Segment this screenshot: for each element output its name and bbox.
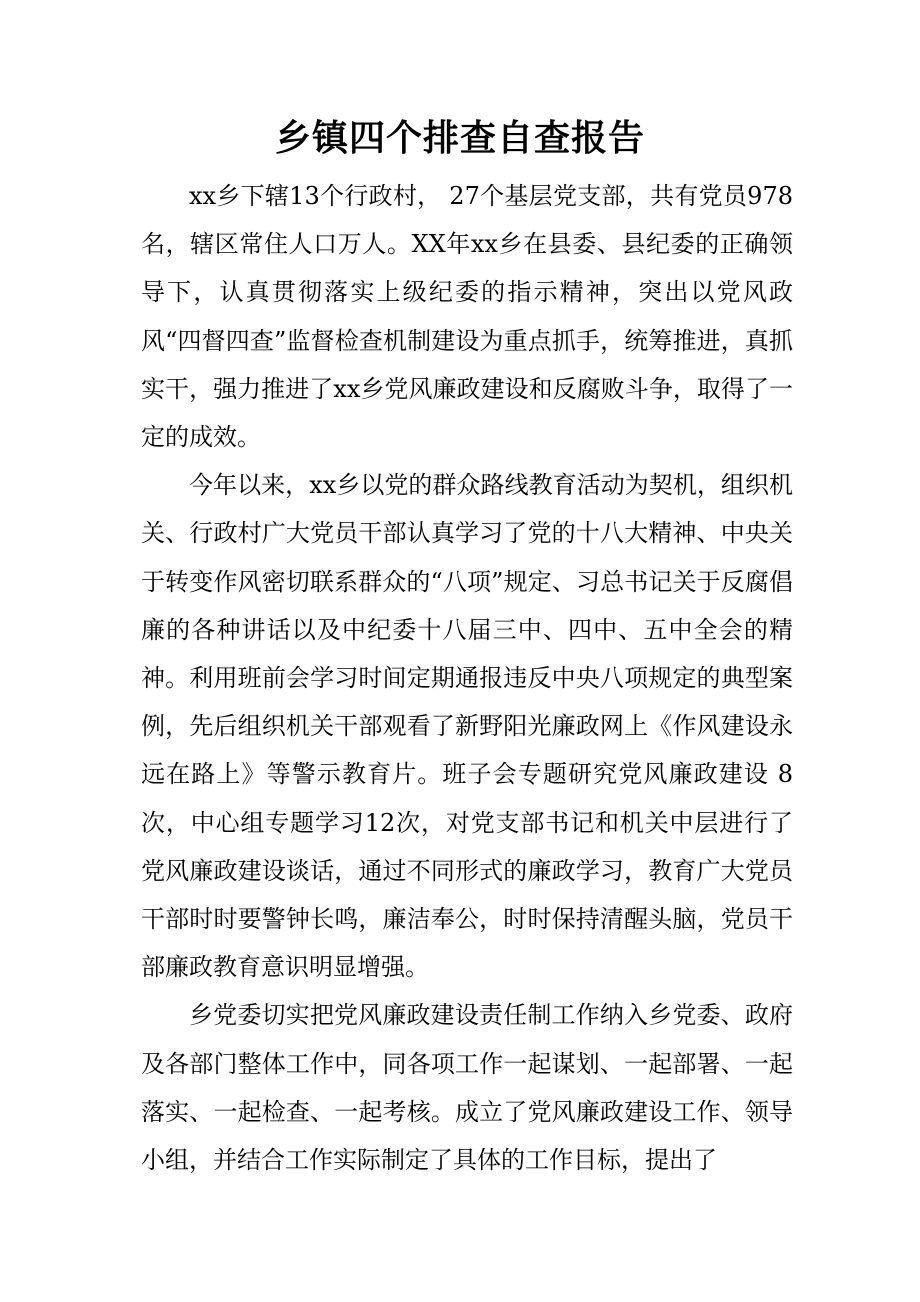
document-title: 乡镇四个排查自查报告 (274, 117, 645, 159)
paragraph-2: 今年以来，xx乡以党的群众路线教育活动为契机，组织机关、行政村广大党员干部认真学习了党的十八大精神、中央关于转变作风密切联系群众的“八项”规定、习总书记关于反腐倡廉的各种讲话以及中纪委十八届三中、四中、五中全会的精神。利用班前会学习时间定期通报违反中央八项规定的典型案例，先后组织机关干部观看了新野阳光廉政网上《作风建设永远在路上》等警示教育片。班子会专题研究党风廉政建设 8次，中心组专题学习12次，对党支部书记和机关中层进行了党风廉政建设谈话，通过不同形式的廉政学习，教育广大党员干部时时要警钟长鸣，廉洁奉公，时时保持清醒头脑，党员干部廉政教育意识明显增强。 (141, 471, 793, 982)
paragraph-1: xx乡下辖13个行政村， 27个基层党支部，共有党员978名，辖区常住人口万人。XX年xx乡在县委、县纪委的正确领导下，认真贯彻落实上级纪委的指示精神，突出以党风政风“四督四查”监督检查机制建设为重点抓手，统筹推进，真抓实干，强力推进了xx乡党风廉政建设和反腐败斗争，取得了一定的成效。 (141, 182, 793, 452)
paragraph-3: 乡党委切实把党风廉政建设责任制工作纳入乡党委、政府及各部门整体工作中，同各项工作一起谋划、一起部署、一起落实、一起检查、一起考核。成立了党风廉政建设工作、领导小组，并结合工作实际制定了具体的工作目标，提出了 (141, 1001, 793, 1175)
document-body (141, 172, 793, 1184)
